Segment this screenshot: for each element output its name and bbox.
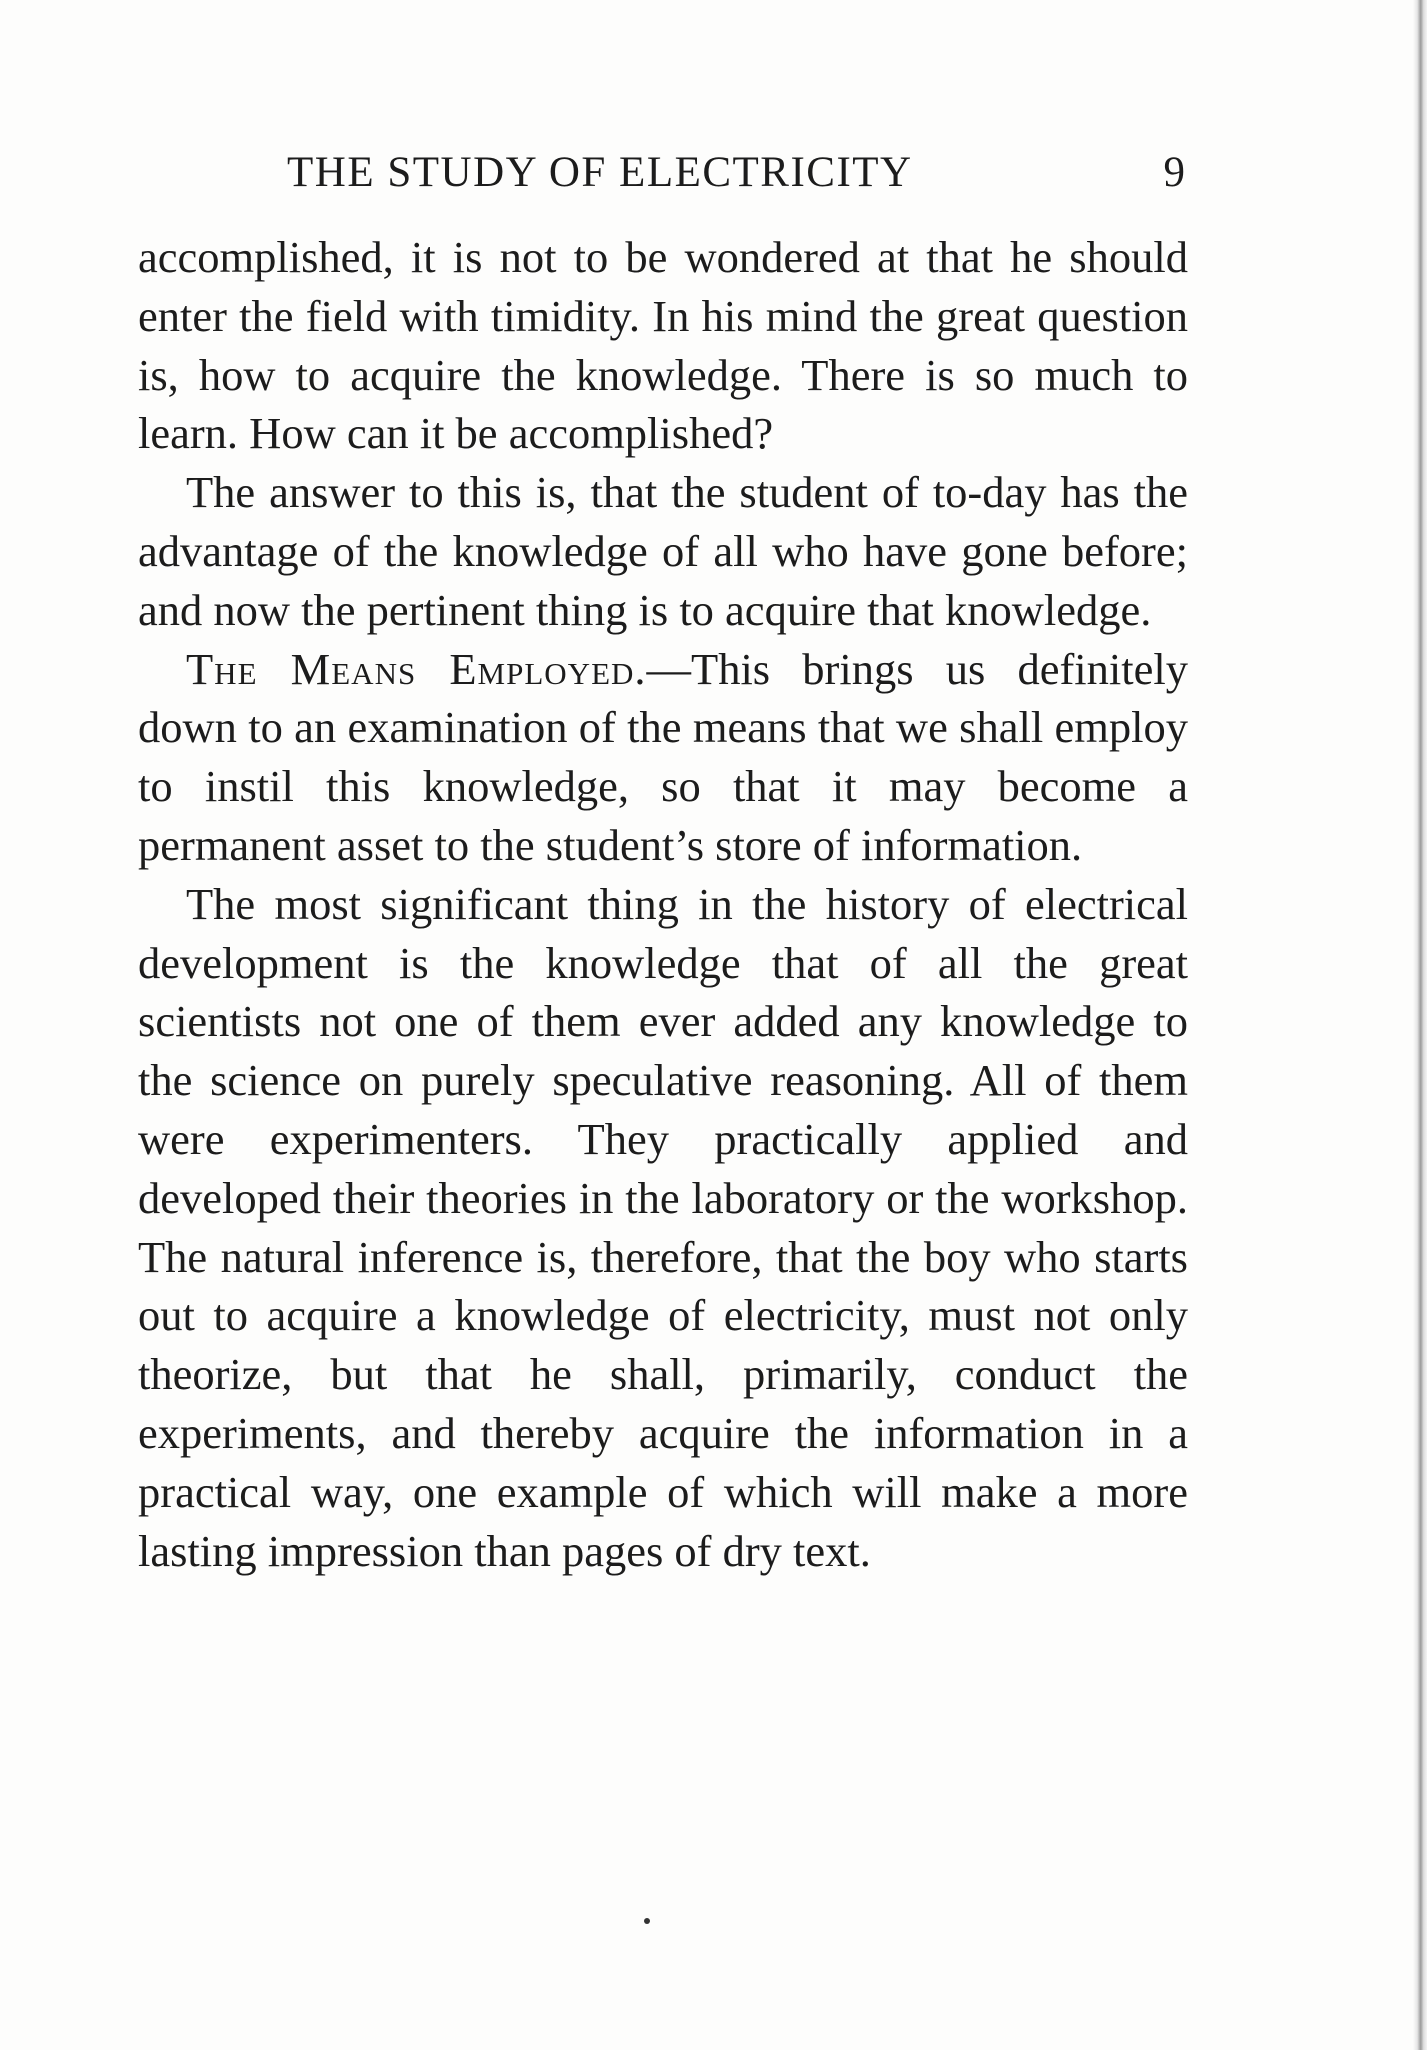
paragraph-significant-thing: The most significant thing in the history of electrical development is the knowledge that of all the great scientists not one of them ever added any knowledge to the science on purely speculative reasoning. All of them were experimenters. They practically applied and developed their theories in the laboratory or the workshop. The natural inference is, therefore, that the boy who starts out to acquire a knowledge of electricity, must not only theorize, but that he shall, primarily, conduct the experiments, and thereby acquire the information in a practical way, one example of which will make a more lasting impression than pages of dry text. xyxy=(138,878,1188,1576)
print-speck xyxy=(644,1918,650,1924)
running-head xyxy=(140,148,1185,208)
page-number: 9 xyxy=(1163,149,1185,196)
paragraph-answer: The answer to this is, that the student of to-day has the advantage of the knowledge of all who have gone before; and now the pertinent thing is to acquire that knowledge. xyxy=(138,467,1188,635)
body-text xyxy=(138,228,1188,1580)
paragraph-means-employed-text: —This brings us definitely down to an examination of the means that we shall employ to instil this knowledge, so that it may become a permanent asset to the student’s store of information. xyxy=(138,643,1188,870)
paragraph-continuation: accomplished, it is not to be wondered at that he should enter the field with timidity. In his mind the great question is, how to acquire the knowledge. There is so much to learn. How can it be accomplished? xyxy=(138,232,1188,459)
section-heading: The Means Employed. xyxy=(186,643,647,694)
running-title: THE STUDY OF ELECTRICITY xyxy=(287,149,913,196)
page-spine-edge xyxy=(1413,0,1427,2050)
paragraph-means-employed xyxy=(138,640,1188,875)
